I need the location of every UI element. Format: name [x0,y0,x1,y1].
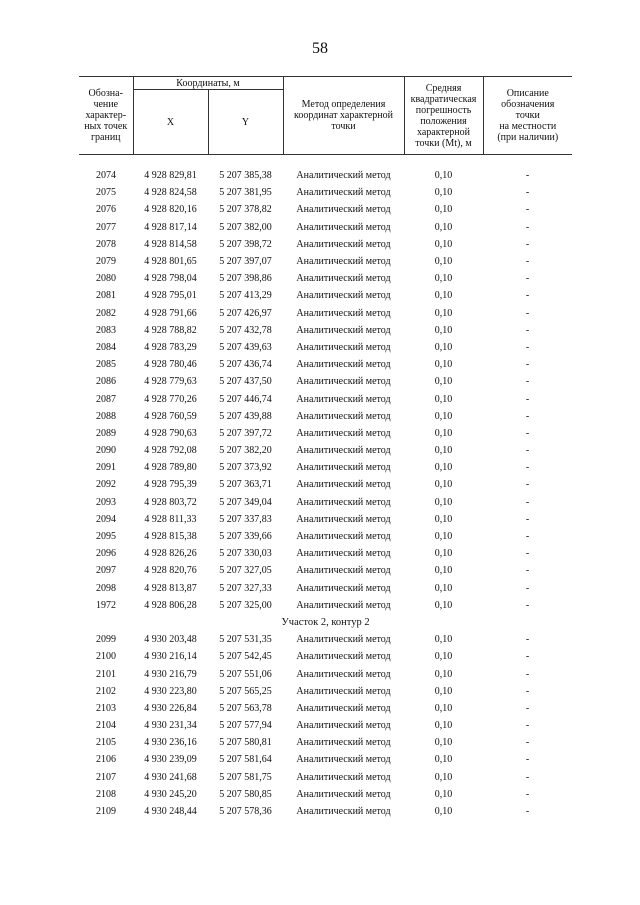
description-cell: - [525,170,530,182]
table-row [79,734,572,751]
coord-y-cell: 5 207 439,88 [219,410,272,422]
method-cell: Аналитический метод [296,548,391,560]
coord-x-cell: 4 930 248,44 [144,806,197,818]
table-row [79,184,572,201]
description-cell: - [525,427,530,439]
header-method [283,77,404,155]
coord-x-cell: 4 928 826,26 [144,548,197,560]
error-cell: 0,10 [434,634,453,646]
coord-y-cell: 5 207 378,82 [219,204,272,216]
table-row [79,442,572,459]
description-cell: - [525,771,530,783]
error-cell: 0,10 [434,410,453,422]
method-cell: Аналитический метод [296,634,391,646]
table-row [79,287,572,304]
coord-x-cell: 4 928 779,63 [144,376,197,388]
method-cell: Аналитический метод [296,771,391,783]
method-cell: Аналитический метод [296,582,391,594]
table-row [79,219,572,236]
coord-y-cell: 5 207 397,07 [219,256,272,268]
error-cell: 0,10 [434,754,453,766]
method-cell: Аналитический метод [296,702,391,714]
table-row [79,201,572,218]
coord-x-cell: 4 928 815,38 [144,531,197,543]
description-cell: - [525,531,530,543]
error-cell: 0,10 [434,651,453,663]
coord-y-cell: 5 207 382,20 [219,445,272,457]
header-error [404,77,483,155]
method-cell: Аналитический метод [296,204,391,216]
table-row [79,631,572,648]
coord-x-cell: 4 928 817,14 [144,221,197,233]
header-x: X [133,90,208,155]
error-cell: 0,10 [434,256,453,268]
method-cell: Аналитический метод [296,187,391,199]
point-id-cell: 2100 [96,651,116,663]
method-cell: Аналитический метод [296,462,391,474]
point-id-cell: 2095 [96,531,116,543]
point-id-cell: 1972 [96,599,116,611]
coord-y-cell: 5 207 397,72 [219,427,272,439]
point-id-cell: 2079 [96,256,116,268]
point-id-cell: 2084 [96,341,116,353]
table-row [79,425,572,442]
coord-x-cell: 4 928 798,04 [144,273,197,285]
point-id-cell: 2105 [96,737,116,749]
table-row [79,339,572,356]
point-id-cell: 2076 [96,204,116,216]
table-row [79,253,572,270]
method-cell: Аналитический метод [296,531,391,543]
error-cell: 0,10 [434,376,453,388]
coord-y-cell: 5 207 581,75 [219,771,272,783]
description-cell: - [525,685,530,697]
description-cell: - [525,238,530,250]
coord-y-cell: 5 207 577,94 [219,720,272,732]
table-row [79,305,572,322]
error-cell: 0,10 [434,324,453,336]
description-cell: - [525,788,530,800]
table-row [79,236,572,253]
point-id-cell: 2086 [96,376,116,388]
error-cell: 0,10 [434,788,453,800]
description-cell: - [525,462,530,474]
table-row [79,700,572,717]
point-id-cell: 2101 [96,668,116,680]
coord-x-cell: 4 930 216,14 [144,651,197,663]
method-cell: Аналитический метод [296,565,391,577]
table-row [79,803,572,820]
coord-x-cell: 4 928 814,58 [144,238,197,250]
section-title-row [79,614,572,631]
method-cell: Аналитический метод [296,427,391,439]
table-row [79,717,572,734]
description-cell: - [525,273,530,285]
coord-x-cell: 4 928 780,46 [144,359,197,371]
error-cell: 0,10 [434,599,453,611]
coord-x-cell: 4 928 788,82 [144,324,197,336]
point-id-cell: 2080 [96,273,116,285]
table-row [79,786,572,803]
coord-x-cell: 4 928 783,29 [144,341,197,353]
error-cell: 0,10 [434,548,453,560]
coord-y-cell: 5 207 385,38 [219,170,272,182]
error-cell: 0,10 [434,445,453,457]
table-row [79,408,572,425]
coord-x-cell: 4 928 806,28 [144,599,197,611]
method-cell: Аналитический метод [296,788,391,800]
coord-y-cell: 5 207 563,78 [219,702,272,714]
coord-x-cell: 4 930 245,20 [144,788,197,800]
method-cell: Аналитический метод [296,273,391,285]
error-cell: 0,10 [434,702,453,714]
coord-y-cell: 5 207 413,29 [219,290,272,302]
table-row [79,751,572,768]
description-cell: - [525,341,530,353]
method-cell: Аналитический метод [296,393,391,405]
coord-y-cell: 5 207 363,71 [219,479,272,491]
coord-y-cell: 5 207 426,97 [219,307,272,319]
description-cell: - [525,651,530,663]
header-error-text: Средняя квадратическая погрешность положения характерной точки (Mt), м [410,82,477,149]
error-cell: 0,10 [434,737,453,749]
description-cell: - [525,599,530,611]
point-id-cell: 2075 [96,187,116,199]
description-cell: - [525,324,530,336]
method-cell: Аналитический метод [296,221,391,233]
description-cell: - [525,737,530,749]
method-cell: Аналитический метод [296,720,391,732]
table-row [79,459,572,476]
point-id-cell: 2106 [96,754,116,766]
coord-y-cell: 5 207 436,74 [219,359,272,371]
method-cell: Аналитический метод [296,479,391,491]
header-description [483,77,572,155]
description-cell: - [525,806,530,818]
description-cell: - [525,204,530,216]
coord-y-cell: 5 207 542,45 [219,651,272,663]
description-cell: - [525,565,530,577]
coord-x-cell: 4 928 795,01 [144,290,197,302]
description-cell: - [525,582,530,594]
point-id-cell: 2108 [96,788,116,800]
point-id-cell: 2087 [96,393,116,405]
method-cell: Аналитический метод [296,754,391,766]
method-cell: Аналитический метод [296,410,391,422]
header-point-text: Обозна- чение характер- ных точек границ [84,88,128,143]
method-cell: Аналитический метод [296,668,391,680]
description-cell: - [525,496,530,508]
method-cell: Аналитический метод [296,170,391,182]
error-cell: 0,10 [434,462,453,474]
description-cell: - [525,307,530,319]
coord-x-cell: 4 928 801,65 [144,256,197,268]
error-cell: 0,10 [434,771,453,783]
description-cell: - [525,754,530,766]
coord-x-cell: 4 930 216,79 [144,668,197,680]
header-method-text: Метод определения координат характерной точки [293,99,394,132]
error-cell: 0,10 [434,513,453,525]
coord-y-cell: 5 207 439,63 [219,341,272,353]
coord-y-cell: 5 207 578,36 [219,806,272,818]
point-id-cell: 2093 [96,496,116,508]
coord-x-cell: 4 928 824,58 [144,187,197,199]
description-cell: - [525,479,530,491]
description-cell: - [525,376,530,388]
table-row [79,270,572,287]
coord-x-cell: 4 930 203,48 [144,634,197,646]
method-cell: Аналитический метод [296,290,391,302]
method-cell: Аналитический метод [296,256,391,268]
point-id-cell: 2103 [96,702,116,714]
table-row [79,665,572,682]
coord-x-cell: 4 928 820,76 [144,565,197,577]
coord-y-cell: 5 207 581,64 [219,754,272,766]
coord-y-cell: 5 207 339,66 [219,531,272,543]
coord-y-cell: 5 207 531,35 [219,634,272,646]
coord-y-cell: 5 207 382,00 [219,221,272,233]
table-row [79,648,572,665]
method-cell: Аналитический метод [296,496,391,508]
error-cell: 0,10 [434,565,453,577]
error-cell: 0,10 [434,582,453,594]
error-cell: 0,10 [434,668,453,680]
coord-y-cell: 5 207 432,78 [219,324,272,336]
error-cell: 0,10 [434,170,453,182]
coord-y-cell: 5 207 381,95 [219,187,272,199]
coord-x-cell: 4 928 792,08 [144,445,197,457]
header-description-text: Описание обозначения точки на местности (при наличии) [497,88,559,143]
error-cell: 0,10 [434,187,453,199]
description-cell: - [525,221,530,233]
description-cell: - [525,548,530,560]
point-id-cell: 2107 [96,771,116,783]
spacer-cell [79,155,572,168]
coord-x-cell: 4 928 795,39 [144,479,197,491]
coord-x-cell: 4 928 789,80 [144,462,197,474]
description-cell: - [525,410,530,422]
error-cell: 0,10 [434,427,453,439]
coord-x-cell: 4 928 760,59 [144,410,197,422]
point-id-cell: 2081 [96,290,116,302]
table-row [79,528,572,545]
error-cell: 0,10 [434,720,453,732]
point-id-cell: 2078 [96,238,116,250]
point-id-cell: 2092 [96,479,116,491]
point-id-cell: 2083 [96,324,116,336]
coord-x-cell: 4 930 241,68 [144,771,197,783]
error-cell: 0,10 [434,531,453,543]
description-cell: - [525,393,530,405]
point-id-cell: 2102 [96,685,116,697]
table-row [79,322,572,339]
coord-y-cell: 5 207 580,85 [219,788,272,800]
point-id-cell: 2097 [96,565,116,577]
method-cell: Аналитический метод [296,685,391,697]
method-cell: Аналитический метод [296,737,391,749]
table-row [79,356,572,373]
table-row [79,373,572,390]
coord-y-cell: 5 207 349,04 [219,496,272,508]
header-y: Y [208,90,283,155]
method-cell: Аналитический метод [296,238,391,250]
error-cell: 0,10 [434,341,453,353]
error-cell: 0,10 [434,290,453,302]
description-cell: - [525,445,530,457]
description-cell: - [525,256,530,268]
table-row [79,683,572,700]
error-cell: 0,10 [434,204,453,216]
description-cell: - [525,720,530,732]
point-id-cell: 2104 [96,720,116,732]
point-id-cell: 2074 [96,170,116,182]
section-title: Участок 2, контур 2 [281,616,370,628]
coordinates-table [79,76,572,820]
method-cell: Аналитический метод [296,324,391,336]
table-row [79,580,572,597]
header-point-label [79,77,133,155]
table-row [79,597,572,614]
coord-x-cell: 4 928 803,72 [144,496,197,508]
error-cell: 0,10 [434,806,453,818]
coord-x-cell: 4 930 236,16 [144,737,197,749]
coord-x-cell: 4 928 813,87 [144,582,197,594]
error-cell: 0,10 [434,479,453,491]
error-cell: 0,10 [434,359,453,371]
coord-y-cell: 5 207 565,25 [219,685,272,697]
table-row [79,167,572,184]
point-id-cell: 2082 [96,307,116,319]
method-cell: Аналитический метод [296,359,391,371]
spacer-row [79,155,572,168]
table-body [79,155,572,821]
error-cell: 0,10 [434,496,453,508]
method-cell: Аналитический метод [296,513,391,525]
method-cell: Аналитический метод [296,599,391,611]
table-row [79,476,572,493]
coord-x-cell: 4 928 791,66 [144,307,197,319]
table-row [79,545,572,562]
point-id-cell: 2098 [96,582,116,594]
point-id-cell: 2085 [96,359,116,371]
coord-x-cell: 4 928 790,63 [144,427,197,439]
table-row [79,494,572,511]
coord-y-cell: 5 207 373,92 [219,462,272,474]
method-cell: Аналитический метод [296,307,391,319]
point-id-cell: 2109 [96,806,116,818]
coord-y-cell: 5 207 446,74 [219,393,272,405]
error-cell: 0,10 [434,273,453,285]
table-row [79,390,572,407]
coord-y-cell: 5 207 398,86 [219,273,272,285]
error-cell: 0,10 [434,221,453,233]
point-id-cell: 2096 [96,548,116,560]
error-cell: 0,10 [434,393,453,405]
coord-y-cell: 5 207 551,06 [219,668,272,680]
point-id-cell: 2091 [96,462,116,474]
point-id-cell: 2077 [96,221,116,233]
description-cell: - [525,513,530,525]
coord-x-cell: 4 930 231,34 [144,720,197,732]
coord-y-cell: 5 207 437,50 [219,376,272,388]
description-cell: - [525,359,530,371]
page-number: 58 [312,40,328,57]
point-id-cell: 2089 [96,427,116,439]
coord-x-cell: 4 930 226,84 [144,702,197,714]
table-row [79,769,572,786]
error-cell: 0,10 [434,685,453,697]
coord-y-cell: 5 207 580,81 [219,737,272,749]
method-cell: Аналитический метод [296,651,391,663]
header-coordinates: Координаты, м [133,77,283,90]
coord-x-cell: 4 930 239,09 [144,754,197,766]
table-row [79,562,572,579]
table-row [79,511,572,528]
method-cell: Аналитический метод [296,341,391,353]
method-cell: Аналитический метод [296,806,391,818]
error-cell: 0,10 [434,238,453,250]
coord-x-cell: 4 928 770,26 [144,393,197,405]
coord-x-cell: 4 930 223,80 [144,685,197,697]
coord-y-cell: 5 207 337,83 [219,513,272,525]
coord-y-cell: 5 207 327,05 [219,565,272,577]
method-cell: Аналитический метод [296,376,391,388]
coord-x-cell: 4 928 820,16 [144,204,197,216]
description-cell: - [525,634,530,646]
point-id-cell: 2094 [96,513,116,525]
point-id-cell: 2090 [96,445,116,457]
error-cell: 0,10 [434,307,453,319]
coord-y-cell: 5 207 327,33 [219,582,272,594]
description-cell: - [525,290,530,302]
coord-x-cell: 4 928 811,33 [144,513,197,525]
coord-y-cell: 5 207 330,03 [219,548,272,560]
coord-y-cell: 5 207 398,72 [219,238,272,250]
description-cell: - [525,668,530,680]
coord-y-cell: 5 207 325,00 [219,599,272,611]
description-cell: - [525,187,530,199]
description-cell: - [525,702,530,714]
point-id-cell: 2099 [96,634,116,646]
coord-x-cell: 4 928 829,81 [144,170,197,182]
point-id-cell: 2088 [96,410,116,422]
method-cell: Аналитический метод [296,445,391,457]
